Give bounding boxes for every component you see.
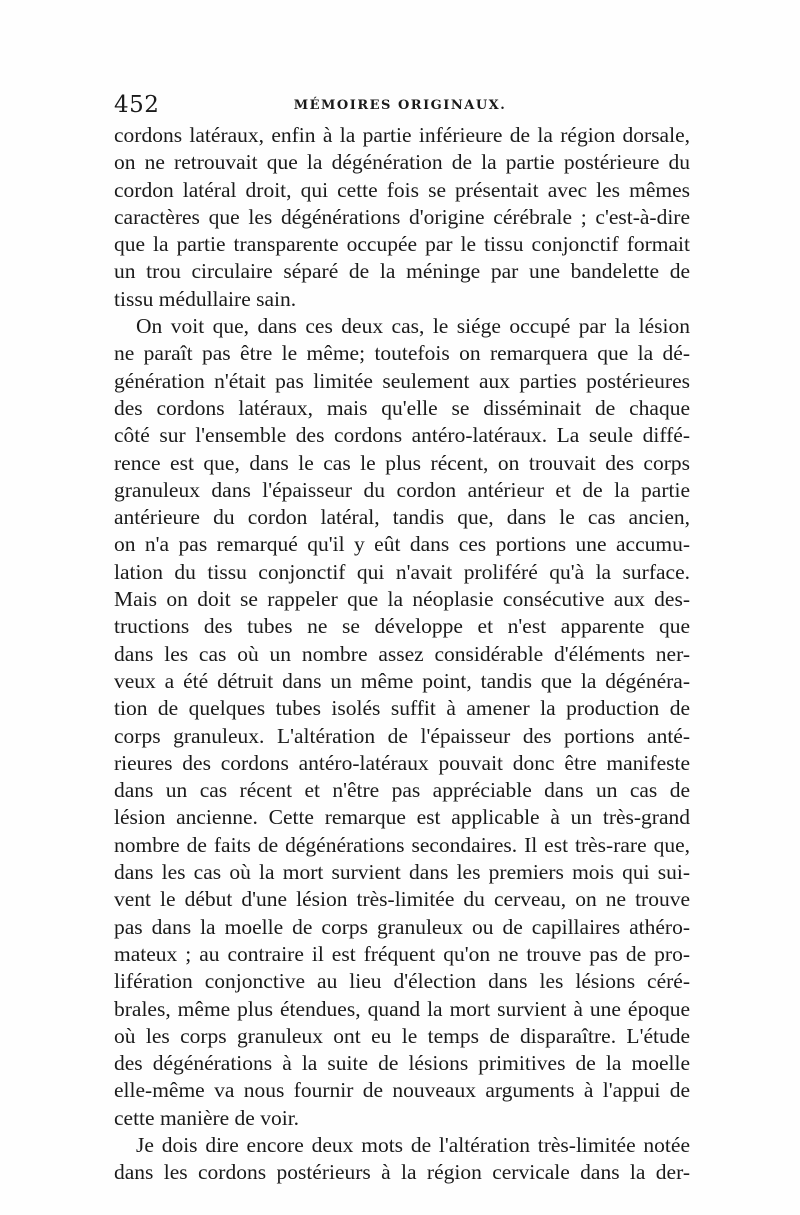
text-line: nombre de faits de dégénérations secondaires. Il est très-rare que, xyxy=(114,832,690,857)
text-line: antérieure du cordon latéral, tandis que, dans le cas ancien, xyxy=(114,505,690,530)
text-line: dans les cas où un nombre assez considérable d'éléments ner- xyxy=(114,641,690,666)
text-line: cette manière de voir. xyxy=(114,1105,300,1130)
text-line: cordons latéraux, enfin à la partie inférieure de la région dorsale, xyxy=(114,123,690,147)
text-line: On voit que, dans ces deux cas, le siége occupé par la lésion xyxy=(136,314,690,339)
text-line: veux a été détruit dans un même point, tandis que la dégénéra- xyxy=(114,668,690,693)
page-header xyxy=(114,90,686,120)
text-line: corps granuleux. L'altération de l'épaisseur des portions anté- xyxy=(114,723,690,748)
text-line: granuleux dans l'épaisseur du cordon antérieur et de la partie xyxy=(114,477,690,502)
text-line: ne paraît pas être le même; toutefois on remarquera que la dé- xyxy=(114,341,690,366)
text-line: des dégénérations à la suite de lésions primitives de la moelle xyxy=(114,1051,690,1076)
text-line: cordon latéral droit, qui cette fois se présentait avec les mêmes xyxy=(114,177,690,202)
text-line: des cordons latéraux, mais qu'elle se disséminait de chaque xyxy=(114,395,690,420)
body-text xyxy=(114,122,690,1187)
text-line: brales, même plus étendues, quand la mort survient à une époque xyxy=(114,996,690,1021)
text-line: lésion ancienne. Cette remarque est applicable à un très-grand xyxy=(114,805,690,830)
text-line: dans un cas récent et n'être pas appréciable dans un cas de xyxy=(114,778,690,803)
text-line: Mais on doit se rappeler que la néoplasie consécutive aux des- xyxy=(114,587,690,612)
text-line: lation du tissu conjonctif qui n'avait proliféré qu'à la surface. xyxy=(114,559,690,584)
text-line: caractères que les dégénérations d'origine cérébrale ; c'est-à-dire xyxy=(114,204,690,229)
text-line: rieures des cordons antéro-latéraux pouvait donc être manifeste xyxy=(114,750,690,775)
text-line: lifération conjonctive au lieu d'élection dans les lésions céré- xyxy=(114,969,690,994)
text-line: que la partie transparente occupée par le tissu conjonctif formait xyxy=(114,232,690,257)
text-line: elle-même va nous fournir de nouveaux arguments à l'appui de xyxy=(114,1078,690,1103)
text-line: tissu médullaire sain. xyxy=(114,286,297,311)
text-line: rence est que, dans le cas le plus récent, on trouvait des corps xyxy=(114,450,690,475)
text-line: un trou circulaire séparé de la méninge par une bandelette de xyxy=(114,259,690,284)
text-line: on n'a pas remarqué qu'il y eût dans ces portions une accumu- xyxy=(114,532,690,557)
text-line: où les corps granuleux ont eu le temps de disparaître. L'étude xyxy=(114,1023,690,1048)
text-line: tructions des tubes ne se développe et n'est apparente que xyxy=(114,614,690,639)
text-line: mateux ; au contraire il est fréquent qu'on ne trouve pas de pro- xyxy=(114,941,690,966)
text-line: Je dois dire encore deux mots de l'altération très-limitée notée xyxy=(136,1132,690,1157)
page-number: 452 xyxy=(114,92,160,118)
text-line: on ne retrouvait que la dégénération de la partie postérieure du xyxy=(114,150,690,175)
text-line: génération n'était pas limitée seulement aux parties postérieures xyxy=(114,368,690,393)
running-title: MÉMOIRES ORIGINAUX. xyxy=(293,98,507,113)
text-line: pas dans la moelle de corps granuleux ou de capillaires athéro- xyxy=(114,914,690,939)
text-line: dans les cordons postérieurs à la région cervicale dans la der- xyxy=(114,1160,690,1185)
text-line: côté sur l'ensemble des cordons antéro-latéraux. La seule diffé- xyxy=(114,423,690,448)
text-line: dans les cas où la mort survient dans les premiers mois qui sui- xyxy=(114,860,690,885)
text-line: vent le début d'une lésion très-limitée du cerveau, on ne trouve xyxy=(114,887,690,912)
text-line: tion de quelques tubes isolés suffit à amener la production de xyxy=(114,696,690,721)
